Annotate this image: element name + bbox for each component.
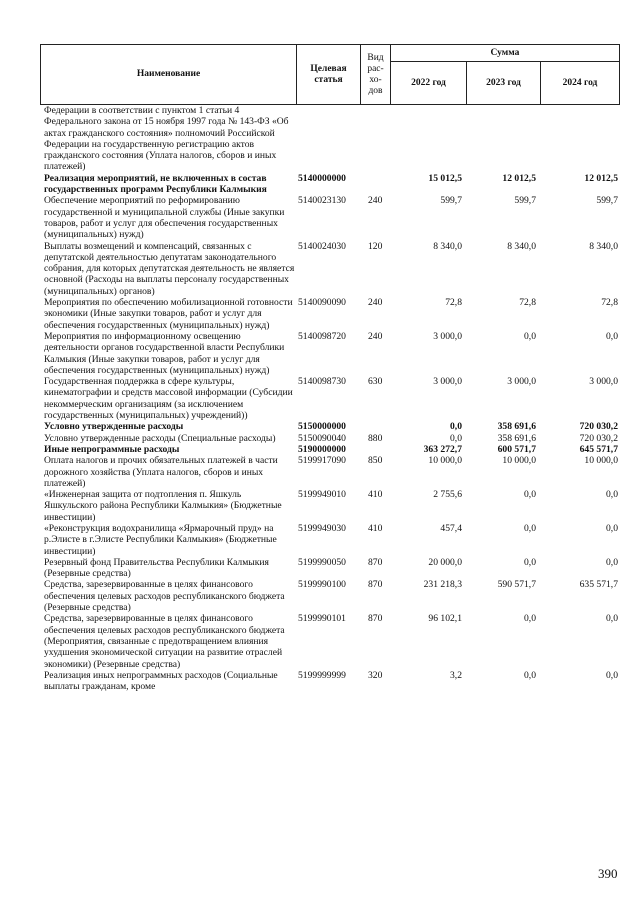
header-expense-type-line-1: Вид [367, 52, 384, 63]
row-value-2023: 600 571,7 [497, 443, 536, 455]
row-target-article: 5199990100 [298, 579, 346, 591]
table-row [40, 557, 620, 580]
row-value-2022: 15 012,5 [428, 172, 462, 184]
row-value-2024: 599,7 [596, 195, 618, 207]
row-target-article: 5140098730 [298, 376, 346, 388]
row-expense-type: 630 [368, 376, 383, 388]
row-target-article: 5140023130 [298, 195, 346, 207]
row-value-2022: 8 340,0 [433, 240, 462, 252]
row-value-2023: 72,8 [519, 297, 536, 309]
row-value-2022: 96 102,1 [428, 613, 462, 625]
row-value-2023: 10 000,0 [502, 455, 536, 467]
row-value-2024: 0,0 [606, 330, 618, 342]
row-value-2024: 0,0 [606, 556, 618, 568]
table-row [40, 613, 620, 669]
row-name: Реализация иных непрограммных расходов (Социальные выплаты гражданам, кроме [44, 669, 278, 693]
row-target-article: 5150000000 [298, 421, 346, 433]
row-value-2024: 720 030,2 [579, 421, 618, 433]
row-name: Мероприятия по информационному освещению деятельности органов государственной власти Республики Калмыкия (Иные закупки товаров, работ и услуг для обеспечения государственных (муниципальных) нужд) [44, 330, 285, 376]
header-name: Наименование [41, 45, 297, 105]
table-row [40, 455, 620, 489]
table-row [40, 489, 620, 523]
row-target-article: 5199999999 [298, 669, 346, 681]
row-name: Условно утвержденные расходы [44, 421, 184, 433]
row-name: Оплата налогов и прочих обязательных платежей в части дорожного хозяйства (Уплата налогов, сборов и иных платежей) [44, 455, 278, 489]
table-row [40, 670, 620, 693]
row-target-article: 5150090040 [298, 432, 346, 444]
row-value-2024: 8 340,0 [589, 240, 618, 252]
header-year-2024: 2024 год [541, 62, 620, 105]
row-name: Резервный фонд Правительства Республики Калмыкия (Резервные средства) [44, 556, 269, 580]
header-year-2023: 2023 год [467, 62, 541, 105]
row-expense-type: 880 [368, 432, 383, 444]
row-value-2024: 720 030,2 [579, 432, 618, 444]
row-value-2023: 358 691,6 [497, 432, 536, 444]
row-expense-type: 870 [368, 556, 383, 568]
table-row [40, 331, 620, 376]
row-value-2024: 0,0 [606, 669, 618, 681]
table-row [40, 297, 620, 331]
row-value-2022: 3,2 [450, 669, 462, 681]
table-row [40, 241, 620, 297]
row-value-2024: 0,0 [606, 613, 618, 625]
header-expense-type-line-3: хо- [369, 74, 382, 85]
row-value-2024: 3 000,0 [589, 376, 618, 388]
row-target-article: 5140000000 [298, 172, 346, 184]
header-expense-type [361, 45, 391, 105]
row-value-2023: 12 012,5 [502, 172, 536, 184]
row-value-2022: 3 000,0 [433, 376, 462, 388]
row-value-2022: 457,4 [440, 522, 462, 534]
row-target-article: 5199990050 [298, 556, 346, 568]
row-target-article: 5140098720 [298, 330, 346, 342]
row-value-2022: 2 755,6 [433, 489, 462, 501]
row-value-2023: 0,0 [524, 489, 536, 501]
row-name: Реализация мероприятий, не включенных в состав государственных программ Республики Калмыкия [44, 172, 267, 196]
table-row [40, 195, 620, 240]
header-sum: Сумма [391, 45, 620, 62]
row-expense-type: 240 [368, 297, 383, 309]
table-header [40, 44, 620, 105]
row-expense-type: 410 [368, 489, 383, 501]
row-value-2024: 72,8 [601, 297, 618, 309]
row-value-2023: 0,0 [524, 556, 536, 568]
row-value-2022: 231 218,3 [423, 579, 462, 591]
row-value-2024: 645 571,7 [579, 443, 618, 455]
table-body [40, 105, 620, 692]
row-value-2024: 0,0 [606, 489, 618, 501]
row-value-2023: 599,7 [514, 195, 536, 207]
row-value-2023: 3 000,0 [507, 376, 536, 388]
row-value-2023: 8 340,0 [507, 240, 536, 252]
header-expense-type-line-4: дов [368, 85, 383, 96]
row-expense-type: 240 [368, 330, 383, 342]
table-row [40, 433, 620, 444]
row-name: «Инженерная защита от подтопления п. Яшкуль Яшкульского района Республики Калмыкия» (Бюджетные инвестиции) [44, 489, 282, 523]
row-target-article: 5190000000 [298, 443, 346, 455]
table-row [40, 173, 620, 196]
header-expense-type-line-2: рас- [367, 63, 384, 74]
row-name: Иные непрограммные расходы [44, 443, 180, 455]
row-name: «Реконструкция водохранилища «Ярмарочный пруд» на р.Элисте в г.Элисте Республики Калмыкия» (Бюджетные инвестиции) [44, 522, 277, 557]
table-row [40, 376, 620, 421]
row-expense-type: 240 [368, 195, 383, 207]
header-target-article: Целевая статья [297, 45, 361, 105]
row-target-article: 5199917090 [298, 455, 346, 467]
row-value-2022: 363 272,7 [423, 443, 462, 455]
row-value-2023: 590 571,7 [497, 579, 536, 591]
row-value-2023: 358 691,6 [497, 421, 536, 433]
table-row [40, 579, 620, 613]
row-name: Государственная поддержка в сфере культуры, кинематографии и средств массовой информации (Субсидии некоммерческим организациям (за исключением государственных (муниципальных) учреждений)) [44, 376, 293, 422]
table-row [40, 523, 620, 557]
row-value-2022: 72,8 [445, 297, 462, 309]
row-value-2024: 10 000,0 [584, 455, 618, 467]
row-value-2023: 0,0 [524, 330, 536, 342]
row-value-2022: 599,7 [440, 195, 462, 207]
row-value-2022: 0,0 [450, 432, 462, 444]
row-target-article: 5199949030 [298, 522, 346, 534]
row-value-2023: 0,0 [524, 613, 536, 625]
row-value-2024: 0,0 [606, 522, 618, 534]
row-value-2024: 12 012,5 [584, 172, 618, 184]
row-value-2022: 3 000,0 [433, 330, 462, 342]
row-value-2022: 10 000,0 [428, 455, 462, 467]
table-row [40, 421, 620, 432]
row-target-article: 5199990101 [298, 613, 346, 625]
row-name: Обеспечение мероприятий по реформированию государственной и муниципальной службы (Иные закупки товаров, работ и услуг для обеспечения государственных (муниципальных) нужд) [44, 195, 285, 241]
row-expense-type: 850 [368, 455, 383, 467]
row-target-article: 5140090090 [298, 297, 346, 309]
header-year-2022: 2022 год [391, 62, 467, 105]
row-expense-type: 870 [368, 579, 383, 591]
row-value-2024: 635 571,7 [579, 579, 618, 591]
row-name: Условно утвержденные расходы (Специальные расходы) [44, 432, 276, 444]
row-name: Средства, зарезервированные в целях финансового обеспечения целевых расходов республиканского бюджета (Мероприятия, связанные с предотвращением влияния ухудшения экономической ситуации на развитие отраслей экономики) (Резервные средства) [44, 613, 285, 670]
table-row [40, 105, 620, 173]
row-value-2022: 0,0 [450, 421, 462, 433]
row-name: Средства, зарезервированные в целях финансового обеспечения целевых расходов республиканского бюджета (Резервные средства) [44, 579, 285, 614]
row-value-2023: 0,0 [524, 669, 536, 681]
row-name: Мероприятия по обеспечению мобилизационной готовности экономики (Иные закупки товаров, работ и услуг для обеспечения государственных (муниципальных) нужд) [44, 297, 293, 331]
row-name: Федерации в соответствии с пунктом 1 статьи 4 Федерального закона от 15 ноября 1997 года № 143-ФЗ «Об актах гражданского состояния» полномочий Российской Федерации на государственную регистрацию актов гражданского состояния (Уплата налогов, сборов и иных платежей) [44, 105, 289, 173]
row-expense-type: 870 [368, 613, 383, 625]
row-target-article: 5199949010 [298, 489, 346, 501]
table-row [40, 444, 620, 455]
page-number: 390 [598, 866, 618, 881]
row-expense-type: 120 [368, 240, 383, 252]
row-expense-type: 410 [368, 522, 383, 534]
row-name: Выплаты возмещений и компенсаций, связанных с депутатской деятельностью депутатам законодательного собрания, для которых депутатская деятельность не является основной (Расходы на выплаты персоналу государственных (муниципальных) органов) [44, 240, 295, 297]
row-value-2023: 0,0 [524, 522, 536, 534]
row-value-2022: 20 000,0 [428, 556, 462, 568]
row-target-article: 5140024030 [298, 240, 346, 252]
row-expense-type: 320 [368, 669, 383, 681]
